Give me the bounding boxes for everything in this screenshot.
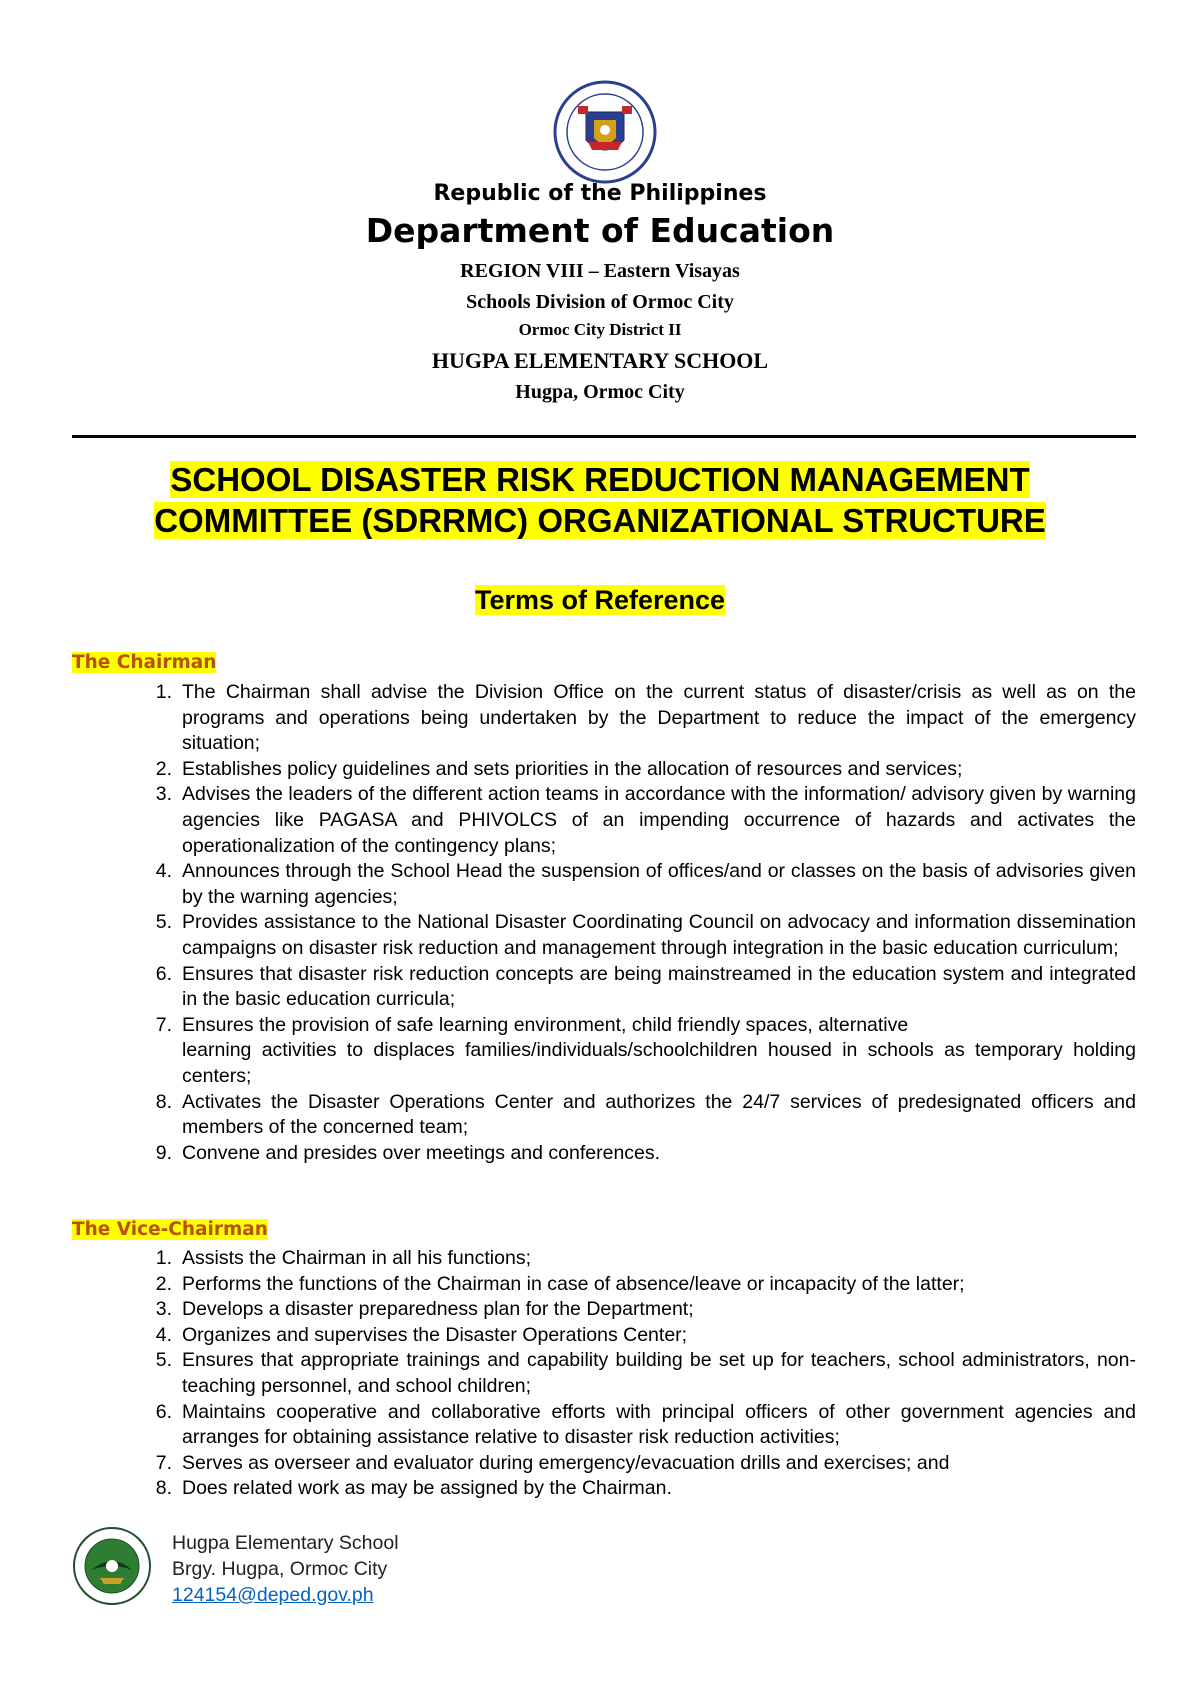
terms-of-reference-label: Terms of Reference (474, 585, 726, 615)
terms-heading (0, 585, 1200, 616)
list-item: 8 . Activates the Disaster Operations Center and authorizes the 24/7 services of predesignated officers and members of the concerned team; (140, 1090, 1136, 1141)
list-item: 1 . Assists the Chairman in all his functions; (140, 1246, 1136, 1272)
list-item: 4 . Organizes and supervises the Disaster Operations Center; (140, 1323, 1136, 1349)
school-logo (72, 1526, 152, 1606)
chairman-heading: The Chairman (72, 652, 217, 673)
division-line: Schools Division of Ormoc City (466, 291, 734, 313)
republic-heading: Republic of the Philippines (433, 181, 767, 206)
list-item: 3 . Develops a disaster preparedness plan for the Department; (140, 1297, 1136, 1323)
list-item: 4 . Announces through the School Head the suspension of offices/and or classes on the basis of advisories given by the warning agencies; (140, 859, 1136, 910)
list-item: 6 . Maintains cooperative and collaborative efforts with principal officers of other government agencies and arranges for obtaining assistance relative to disaster risk reduction activities; (140, 1400, 1136, 1451)
list-item: 2 . Performs the functions of the Chairman in case of absence/leave or incapacity of the latter; (140, 1272, 1136, 1298)
footer-address: Brgy. Hugpa, Ormoc City (172, 1558, 388, 1580)
list-item: 8 . Does related work as may be assigned by the Chairman. (140, 1476, 1136, 1502)
list-item: 7 . Serves as overseer and evaluator during emergency/evacuation drills and exercises; and (140, 1451, 1136, 1477)
email-link[interactable]: 124154@deped.gov.ph (172, 1584, 374, 1606)
district-line: Ormoc City District II (518, 320, 682, 339)
chairman-list (140, 680, 1136, 1166)
footer-school-name: Hugpa Elementary School (172, 1532, 399, 1554)
list-item: 6 . Ensures that disaster risk reduction concepts are being mainstreamed in the education system and integrated in the basic education curricula; (140, 962, 1136, 1013)
deped-seal-logo (548, 80, 662, 184)
footer-contact (172, 1530, 399, 1608)
list-item: 3 . Advises the leaders of the different action teams in accordance with the information/ advisory given by warning agencies like PAGASA and PHIVOLCS of an impending occurrence of hazards and activates the operationalization of the contingency plans; (140, 782, 1136, 859)
region-line: REGION VIII – Eastern Visayas (460, 260, 740, 282)
list-item: 5 . Ensures that appropriate trainings and capability building be set up for teachers, school administrators, non-teaching personnel, and school children; (140, 1348, 1136, 1399)
department-heading: Department of Education (365, 211, 835, 250)
list-item: 2 . Establishes policy guidelines and sets priorities in the allocation of resources and services; (140, 757, 1136, 783)
school-address: Hugpa, Ormoc City (515, 381, 685, 403)
vice-chairman-heading: The Vice-Chairman (72, 1219, 268, 1240)
list-item: 5 . Provides assistance to the National Disaster Coordinating Council on advocacy and information dissemination campaigns on disaster risk reduction and management through integration in the basic education curriculum; (140, 910, 1136, 961)
school-name: HUGPA ELEMENTARY SCHOOL (431, 348, 769, 373)
title-line-1: SCHOOL DISASTER RISK REDUCTION MANAGEMENT (170, 461, 1030, 498)
document-title (0, 459, 1200, 541)
list-item: 7 . Ensures the provision of safe learning environment, child friendly spaces, alternative learning activities to displaces families/individuals/schoolchildren housed in schools as temporary holding centers; (140, 1013, 1136, 1090)
list-item: 9 . Convene and presides over meetings and conferences. (140, 1141, 1136, 1167)
header-divider (72, 435, 1136, 438)
list-item: 1 . The Chairman shall advise the Division Office on the current status of disaster/crisis as well as on the programs and operations being undertaken by the Department to reduce the impact of the emergency situation; (140, 680, 1136, 757)
vice-chairman-list (140, 1246, 1136, 1502)
title-line-2: COMMITTEE (SDRRMC) ORGANIZATIONAL STRUCTURE (154, 502, 1046, 539)
